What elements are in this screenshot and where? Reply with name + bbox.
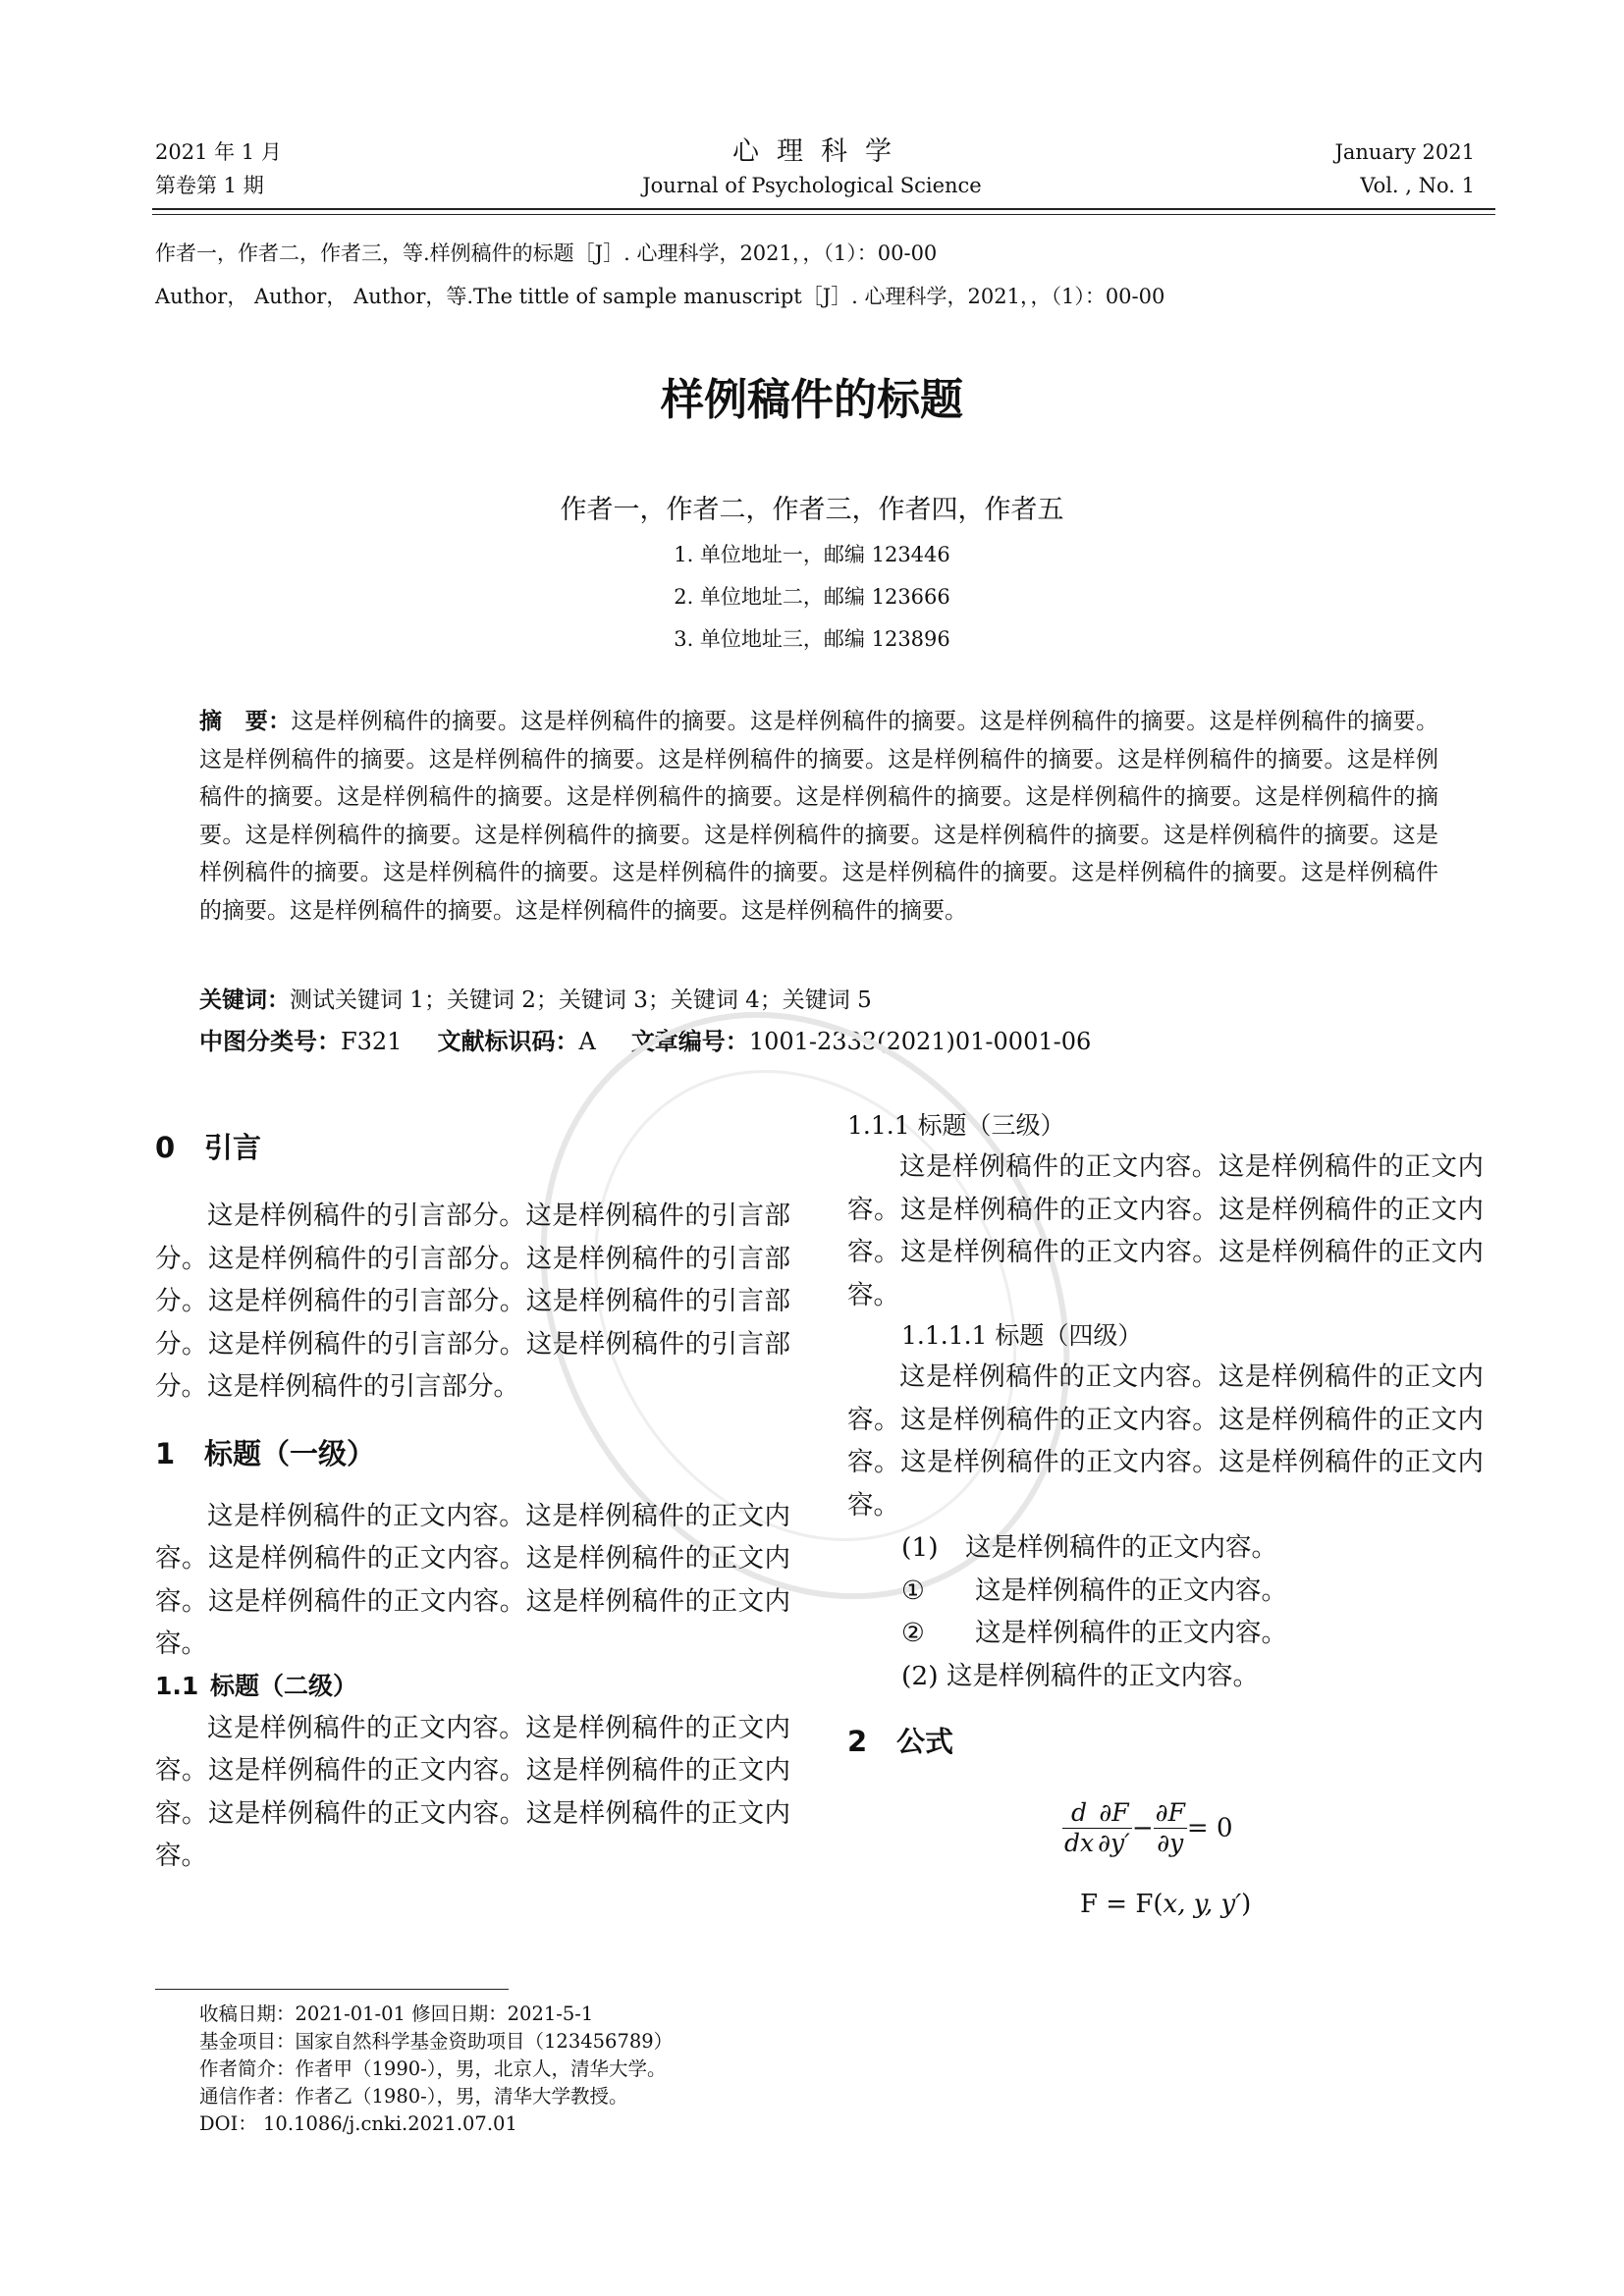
list-marker: (2)	[901, 1660, 939, 1691]
section-title: 公式	[896, 1725, 954, 1758]
section-title: 标题（一级）	[204, 1436, 376, 1470]
article-no-label: 文章编号：	[630, 1028, 749, 1055]
section-heading-1-1-1-1: 1.1.1.1 标题（四级）	[901, 1321, 1143, 1350]
section-1-1-1-1-paragraph: 这是样例稿件的正文内容。这是样例稿件的正文内容。这是样例稿件的正文内容。这是样例稿件的正文内容。这是样例稿件的正文内容。这是样例稿件的正文内容。	[847, 1362, 1484, 1521]
right-column	[847, 1106, 1484, 1764]
footnotes	[199, 2001, 673, 2138]
header-date-en: January 2021	[1334, 140, 1475, 164]
header-right	[1334, 135, 1475, 202]
author-list: 作者一，作者二，作者三，作者四，作者五	[560, 495, 1064, 525]
section-heading-2	[847, 1719, 1484, 1764]
section-number: 2	[847, 1725, 868, 1758]
article-no-value: 1001-2333(2021)01-0001-06	[748, 1028, 1092, 1055]
list-marker: (1)	[901, 1532, 939, 1563]
footnote-funding: 基金项目：国家自然科学基金资助项目（123456789）	[199, 2030, 674, 2053]
list-item	[847, 1526, 1484, 1570]
fraction: $\frac{\partial F}{\partial y}$	[1155, 1798, 1185, 1857]
section-title: 引言	[204, 1131, 262, 1164]
fraction: $\frac{\partial F}{\partial y'}$	[1098, 1798, 1130, 1857]
fraction: $\frac{d}{dx}$	[1064, 1798, 1095, 1857]
section-heading-1	[155, 1428, 790, 1479]
intro-paragraph: 这是样例稿件的引言部分。这是样例稿件的引言部分。这是样例稿件的引言部分。这是样例稿件的引言部分。这是样例稿件的引言部分。这是样例稿件的引言部分。这是样例稿件的引言部分。这是样例稿件的引言部分。这是样例稿件的引言部分。	[155, 1201, 790, 1402]
affiliation-2: 2. 单位地址二，邮编 123666	[674, 585, 950, 609]
section-1-paragraph: 这是样例稿件的正文内容。这是样例稿件的正文内容。这是样例稿件的正文内容。这是样例稿件的正文内容。这是样例稿件的正文内容。这是样例稿件的正文内容。	[155, 1500, 790, 1659]
citation-en: Author， Author， Author，等.The tittle of sample manuscript［J］. 心理科学，2021，，（1）：00-00	[155, 285, 1165, 308]
affiliation-3: 3. 单位地址三，邮编 123896	[674, 627, 950, 651]
equals-zero: = 0	[1186, 1813, 1233, 1843]
section-number: 1	[155, 1436, 176, 1470]
header-rule-thin	[152, 214, 1495, 215]
abstract	[199, 703, 1438, 930]
header-date-cn: 2021 年 1 月	[155, 140, 282, 164]
minus-sign: −	[1131, 1813, 1154, 1843]
paper-title: 样例稿件的标题	[661, 375, 963, 425]
keywords	[199, 984, 872, 1017]
list-text: 这是样例稿件的正文内容。	[975, 1575, 1287, 1606]
footnote-corresponding: 通信作者：作者乙（1980-），男，清华大学教授。	[199, 2085, 628, 2108]
list-item	[847, 1570, 1484, 1613]
footnote-dates: 收稿日期：2021-01-01 修回日期：2021-5-1	[199, 2002, 594, 2025]
citation-cn: 作者一，作者二，作者三，等.样例稿件的标题［J］. 心理科学，2021，，（1）：00-00	[155, 241, 938, 265]
section-1-1-1-paragraph: 这是样例稿件的正文内容。这是样例稿件的正文内容。这是样例稿件的正文内容。这是样例稿件的正文内容。这是样例稿件的正文内容。这是样例稿件的正文内容。	[847, 1151, 1484, 1310]
abstract-label: 摘 要：	[199, 709, 292, 734]
formula-definition: F = F(x, y, y′)	[1080, 1890, 1252, 1919]
journal-name-cn: 心理科学	[732, 136, 909, 167]
journal-name-en: Journal of Psychological Science	[642, 174, 982, 197]
classification-line	[199, 1025, 1091, 1058]
formula-euler-lagrange	[1062, 1798, 1233, 1858]
section-heading-1-1	[155, 1666, 790, 1707]
clc-label: 中图分类号：	[199, 1028, 341, 1055]
header-rule-thick	[152, 208, 1495, 210]
left-column	[155, 1122, 790, 1878]
header-issue-cn: 第卷第 1 期	[155, 174, 264, 197]
section-number: 0	[155, 1131, 176, 1164]
doc-code-label: 文献标识码：	[437, 1028, 579, 1055]
footnote-author-bio: 作者简介：作者甲（1990-），男，北京人，清华大学。	[199, 2057, 667, 2080]
section-title: 标题（二级）	[210, 1671, 358, 1700]
list-text: 这是样例稿件的正文内容。	[965, 1532, 1277, 1563]
clc-value: F321	[341, 1028, 403, 1055]
list-marker: ②	[901, 1618, 925, 1648]
doc-code-value: A	[578, 1028, 596, 1055]
keywords-text: 测试关键词 1；关键词 2；关键词 3；关键词 4；关键词 5	[290, 988, 872, 1013]
list-item	[847, 1655, 1484, 1698]
abstract-text: 这是样例稿件的摘要。这是样例稿件的摘要。这是样例稿件的摘要。这是样例稿件的摘要。这是样例稿件的摘要。这是样例稿件的摘要。这是样例稿件的摘要。这是样例稿件的摘要。这是样例稿件的摘要。这是样例稿件的摘要。这是样例稿件的摘要。这是样例稿件的摘要。这是样例稿件的摘要。这是样例稿件的摘要。这是样例稿件的摘要。这是样例稿件的摘要。这是样例稿件的摘要。这是样例稿件的摘要。这是样例稿件的摘要。这是样例稿件的摘要。这是样例稿件的摘要。这是样例稿件的摘要。这是样例稿件的摘要。这是样例稿件的摘要。这是样例稿件的摘要。这是样例稿件的摘要。这是样例稿件的摘要。这是样例稿件的摘要。这是样例稿件的摘要。这是样例稿件的摘要。	[199, 709, 1439, 924]
list-marker: ①	[901, 1575, 925, 1606]
footnote-doi: DOI： 10.1086/j.cnki.2021.07.01	[199, 2112, 517, 2135]
section-number: 1.1	[155, 1671, 199, 1700]
header-issue-en: Vol. , No. 1	[1360, 174, 1475, 197]
section-heading-1-1-1: 1.1.1 标题（三级）	[847, 1111, 1065, 1140]
list-text: 这是样例稿件的正文内容。	[946, 1660, 1259, 1691]
section-1-1-paragraph: 这是样例稿件的正文内容。这是样例稿件的正文内容。这是样例稿件的正文内容。这是样例稿件的正文内容。这是样例稿件的正文内容。这是样例稿件的正文内容。	[155, 1712, 790, 1871]
list-text: 这是样例稿件的正文内容。	[975, 1618, 1287, 1648]
list-item	[847, 1612, 1484, 1655]
keywords-label: 关键词：	[199, 988, 290, 1013]
section-heading-intro	[155, 1122, 790, 1173]
affiliation-1: 1. 单位地址一，邮编 123446	[674, 543, 950, 566]
footnote-rule	[155, 1989, 509, 1990]
